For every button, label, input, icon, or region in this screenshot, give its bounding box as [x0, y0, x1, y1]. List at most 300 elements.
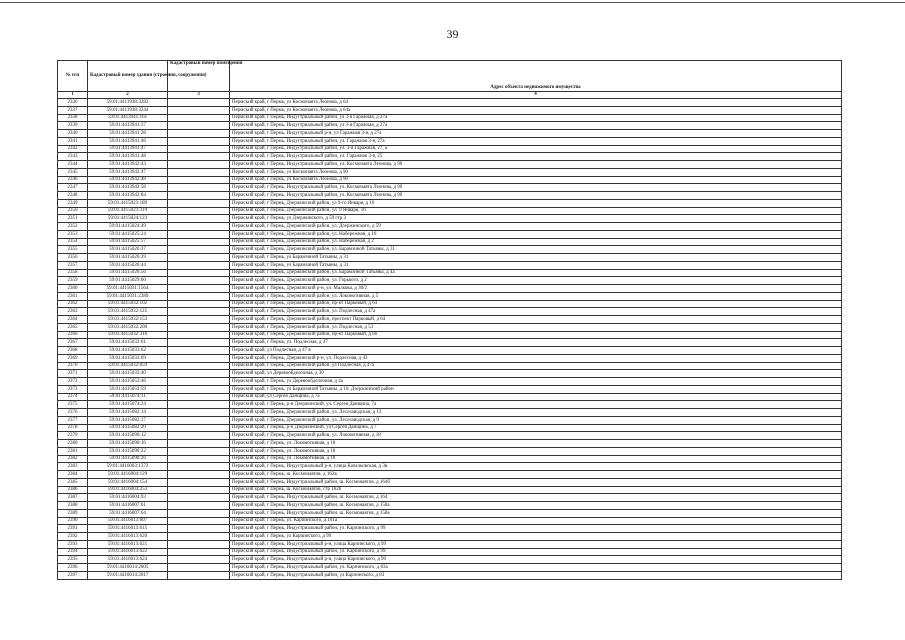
- address: Пермский край, г Пермь, Дзержинский район, ул. Набережная, д 10: [230, 230, 842, 238]
- address: Пермский край, г Пермь, Дзержинский район, пр-кт Парковый, д 66: [230, 331, 842, 339]
- col-number-1: 1: [58, 92, 88, 99]
- premises-number: [168, 308, 230, 316]
- table-row: [58, 517, 842, 525]
- cadastral-number: 59:01:4416014:2005: [88, 564, 168, 572]
- header-row: [58, 61, 842, 92]
- row-number: 2338: [58, 114, 88, 122]
- cadastral-number: 59:01:4415033:62: [88, 347, 168, 355]
- page-number: 39: [446, 27, 459, 41]
- cadastral-number: 59:01:4415090:16: [88, 440, 168, 448]
- table-row: [58, 540, 842, 548]
- premises-number: [168, 130, 230, 138]
- table-row: [58, 401, 842, 409]
- table-row: [58, 176, 842, 184]
- row-number: 2378: [58, 424, 88, 432]
- premises-number: [168, 463, 230, 471]
- row-number: 2347: [58, 184, 88, 192]
- premises-number: [168, 370, 230, 378]
- premises-number: [168, 556, 230, 564]
- table-row: [58, 525, 842, 533]
- table-row: [58, 502, 842, 510]
- address: Пермский край, г Пермь, Индустриальный р-н, улица Карпинского, д 99: [230, 556, 842, 564]
- row-number: 2395: [58, 556, 88, 564]
- cadastral-number: 59:01:4415024:49: [88, 223, 168, 231]
- row-number: 2390: [58, 517, 88, 525]
- row-number: 2344: [58, 161, 88, 169]
- row-number: 2360: [58, 285, 88, 293]
- address: Пермский край, г Пермь, Индустриальный район, ул. Карпинского, д 99: [230, 548, 842, 556]
- register-body: [58, 99, 842, 580]
- row-number: 2348: [58, 192, 88, 200]
- cadastral-number: 59:01:4415031:1564: [88, 285, 168, 293]
- cadastral-number: 59:01:4413942:84: [88, 192, 168, 200]
- row-number: 2352: [58, 223, 88, 231]
- cadastral-number: 59:01:4415023:319: [88, 207, 168, 215]
- cadastral-number: 59:01:4413941:47: [88, 145, 168, 153]
- address: Пермский край, г Пермь, Индустриальный район, ш. Космонавтов, д 158а: [230, 502, 842, 510]
- row-number: 2345: [58, 168, 88, 176]
- row-number: 2384: [58, 471, 88, 479]
- cadastral-number: 59:01:4415053:59: [88, 385, 168, 393]
- premises-number: [168, 416, 230, 424]
- cadastral-number: 59:01:4415082:14: [88, 409, 168, 417]
- cadastral-number: 59:01:4413942:58: [88, 184, 168, 192]
- table-row: [58, 269, 842, 277]
- premises-number: [168, 564, 230, 572]
- premises-number: [168, 207, 230, 215]
- address: Пермский край, г Пермь, ул Космонавта Леонова, д 90: [230, 176, 842, 184]
- table-row: [58, 471, 842, 479]
- premises-number: [168, 161, 230, 169]
- premises-number: [168, 184, 230, 192]
- row-number: 2386: [58, 486, 88, 494]
- table-row: [58, 106, 842, 114]
- premises-number: [168, 99, 230, 107]
- table-row: [58, 432, 842, 440]
- premises-number: [168, 447, 230, 455]
- cadastral-number: 59:01:4413942:47: [88, 168, 168, 176]
- table-row: [58, 230, 842, 238]
- address: Пермский край, г Пермь, Дзержинский район, ул. Локомотивная, д 5: [230, 292, 842, 300]
- premises-number: [168, 385, 230, 393]
- table-row: [58, 130, 842, 138]
- address: Пермский край, г Пермь, ул. Карпинского, д 101а: [230, 517, 842, 525]
- address: Пермский край, г Пермь, ул. Локомотивная, д 18: [230, 440, 842, 448]
- col-number-3: 3: [168, 92, 230, 99]
- premises-number: [168, 199, 230, 207]
- header-cadastral: Кадастровый номер здания (строения, сооружения): [88, 61, 168, 92]
- table-row: [58, 416, 842, 424]
- address: Пермский край, г Пермь, Индустриальный район, ул. Гаражная 3-я, 27а: [230, 137, 842, 145]
- row-number: 2389: [58, 509, 88, 517]
- cadastral-number: 59:01:4415026:39: [88, 254, 168, 262]
- premises-number: [168, 525, 230, 533]
- cadastral-number: 59:01:4415082:17: [88, 416, 168, 424]
- address: Пермский край, г Пермь, Дзержинский р-н, ул. Малкова, д 30/2: [230, 285, 842, 293]
- cadastral-number: 59:01:4415090:26: [88, 455, 168, 463]
- table-row: [58, 424, 842, 432]
- premises-number: [168, 401, 230, 409]
- address: Пермский край, г Пермь, ул Дзержинского, д 59 стр 2: [230, 215, 842, 223]
- table-row: [58, 447, 842, 455]
- cadastral-number: 59:01:4415026:37: [88, 246, 168, 254]
- cadastral-number: 59:01:4413938:3282: [88, 99, 168, 107]
- row-number: 2357: [58, 261, 88, 269]
- premises-number: [168, 432, 230, 440]
- premises-number: [168, 533, 230, 541]
- premises-number: [168, 300, 230, 308]
- cadastral-number: 59:01:4415074:11: [88, 393, 168, 401]
- table-row: [58, 254, 842, 262]
- address: Пермский край, г Пермь, Дзержинский район, ул. Барамзиной Татьяны, д 31: [230, 246, 842, 254]
- table-row: [58, 223, 842, 231]
- premises-number: [168, 323, 230, 331]
- row-number: 2385: [58, 478, 88, 486]
- cadastral-number: 59:01:4415032:316: [88, 331, 168, 339]
- premises-number: [168, 339, 230, 347]
- address: Пермский край, г Пермь, Дзержинский район, ул. Лесозаводская, д 13: [230, 409, 842, 417]
- cadastral-number: 59:01:4416004:253: [88, 486, 168, 494]
- address: Пермский край, г Пермь, р-н Дзержинский, ул. Сергея Данщина, 7а: [230, 401, 842, 409]
- address: Пермский край, г Пермь, Индустриальный район, ш. Космонавтов, д 164: [230, 494, 842, 502]
- row-number: 2387: [58, 494, 88, 502]
- row-number: 2349: [58, 199, 88, 207]
- address: Пермский край, г Пермь, р-н Дзержинский, ул Сергея Данщина, д 7: [230, 424, 842, 432]
- premises-number: [168, 378, 230, 386]
- address: Пермский край, г Пермь, Индустриальный район, ул. 3-я Гаражная, 27, а: [230, 145, 842, 153]
- table-row: [58, 114, 842, 122]
- address: Пермский край, г Пермь, ул Деревообделочная, д 4а: [230, 378, 842, 386]
- row-number: 2343: [58, 153, 88, 161]
- premises-number: [168, 277, 230, 285]
- cadastral-number: 59:01:4416014:2017: [88, 571, 168, 579]
- table-row: [58, 455, 842, 463]
- table-row: [58, 556, 842, 564]
- table-row: [58, 548, 842, 556]
- cadastral-number: 59:01:4415032:859: [88, 362, 168, 370]
- address: Пермский край, г Пермь, ул Барамзиной Татьяны, д 31: [230, 254, 842, 262]
- top-rule: [0, 2, 905, 3]
- header-address: Адрес объекта недвижимого имущества: [230, 61, 842, 92]
- table-row: [58, 486, 842, 494]
- row-number: 2358: [58, 269, 88, 277]
- table-row: [58, 285, 842, 293]
- cadastral-number: 59:01:4416013:620: [88, 533, 168, 541]
- table-row: [58, 323, 842, 331]
- address: Пермский край, г Пермь, ул. Локомотивная, д 18: [230, 447, 842, 455]
- cadastral-number: 59:01:4416013:615: [88, 525, 168, 533]
- table-row: [58, 354, 842, 362]
- premises-number: [168, 292, 230, 300]
- cadastral-number: 59:01:4415032:206: [88, 323, 168, 331]
- address: Пермский край, г Пермь, ул Барамзиной Татьяны, д 10, Дзержинский район: [230, 385, 842, 393]
- table-row: [58, 137, 842, 145]
- row-number: 2381: [58, 447, 88, 455]
- table-row: [58, 215, 842, 223]
- address: Пермский край, г Пермь, Индустриальный район, ул 3-я Гаражная, д 27а: [230, 122, 842, 130]
- cadastral-number: 59:01:4415090:12: [88, 432, 168, 440]
- row-number: 2362: [58, 300, 88, 308]
- row-number: 2380: [58, 440, 88, 448]
- row-number: 2369: [58, 354, 88, 362]
- table-row: [58, 440, 842, 448]
- row-number: 2375: [58, 401, 88, 409]
- premises-number: [168, 440, 230, 448]
- row-number: 2388: [58, 502, 88, 510]
- address: Пермский край, г Пермь, Дзержинский район, ул. Дзержинского, д 59: [230, 223, 842, 231]
- header-num: № п/п: [58, 61, 88, 92]
- address: Пермский край, г Пермь, ш. Космонавтов, стр 162б: [230, 486, 842, 494]
- row-number: 2396: [58, 564, 88, 572]
- premises-number: [168, 122, 230, 130]
- cadastral-number: 59:01:4415026:56: [88, 269, 168, 277]
- cadastral-number: 59:01:4415082:20: [88, 424, 168, 432]
- table-row: [58, 347, 842, 355]
- address: Пермский край, г Пермь, Индустриальный район, ул. Гаражная 3-я, 25: [230, 153, 842, 161]
- address: Пермский край, г Пермь, Дзержинский район, ул. Набережная, д 2: [230, 238, 842, 246]
- cadastral-number: 59:01:4416013:622: [88, 548, 168, 556]
- address: Пермский край, г Пермь, Дзержинский район, ул Подлесная, д 47а: [230, 362, 842, 370]
- table-row: [58, 533, 842, 541]
- premises-number: [168, 153, 230, 161]
- row-number: 2376: [58, 409, 88, 417]
- premises-number: [168, 261, 230, 269]
- row-number: 2354: [58, 238, 88, 246]
- address: Пермский край, г Пермь, ул. Подлесная, д 47: [230, 339, 842, 347]
- col-number-2: 2: [88, 92, 168, 99]
- cadastral-number: 59:01:4416013:607: [88, 517, 168, 525]
- address: Пермский край, г Пермь, Дзержинский район, ул. 9 Января, 16: [230, 207, 842, 215]
- row-number: 2382: [58, 455, 88, 463]
- address: Пермский край, г Пермь, Индустриальный район, ш. Космонавтов, д 158а: [230, 509, 842, 517]
- cadastral-number: 59:01:4416007:61: [88, 502, 168, 510]
- cadastral-number: 59:01:4415032:153: [88, 316, 168, 324]
- table-row: [58, 161, 842, 169]
- address: Пермский край, ул Подлесная, д 47 в: [230, 347, 842, 355]
- row-number: 2377: [58, 416, 88, 424]
- cadastral-number: 59:01:4415032:69: [88, 354, 168, 362]
- premises-number: [168, 238, 230, 246]
- row-number: 2383: [58, 463, 88, 471]
- row-number: 2370: [58, 362, 88, 370]
- premises-number: [168, 540, 230, 548]
- row-number: 2392: [58, 533, 88, 541]
- cadastral-number: 59:01:4415033:40: [88, 370, 168, 378]
- cadastral-number: 59:01:4415025:57: [88, 238, 168, 246]
- row-number: 2337: [58, 106, 88, 114]
- premises-number: [168, 494, 230, 502]
- premises-number: [168, 347, 230, 355]
- address: Пермский край, г Пермь, Дзержинский р-н, ул. Подлесная, д 43: [230, 354, 842, 362]
- table-row: [58, 378, 842, 386]
- column-number-row: [58, 92, 842, 99]
- row-number: 2391: [58, 525, 88, 533]
- cadastral-number: 59:01:4415032:61: [88, 339, 168, 347]
- cadastral-number: 59:01:4413941:46: [88, 137, 168, 145]
- cadastral-number: 59:01:4415024:123: [88, 215, 168, 223]
- table-row: [58, 463, 842, 471]
- address: Пермский край, ул Сергея Данщина, д 7а: [230, 393, 842, 401]
- premises-number: [168, 168, 230, 176]
- table-row: [58, 362, 842, 370]
- premises-number: [168, 571, 230, 579]
- cadastral-number: 59:01:4415031:2389: [88, 292, 168, 300]
- premises-number: [168, 145, 230, 153]
- premises-number: [168, 486, 230, 494]
- address: Пермский край, г Пермь, Дзержинский район, ул 9-го Января, д 16: [230, 199, 842, 207]
- address: Пермский край, г Пермь, ш. Космонавтов, д 162в: [230, 471, 842, 479]
- cadastral-number: 59:01:4415053:46: [88, 378, 168, 386]
- address: Пермский край, г Пермь, ул Космонавта Леонова, д 90: [230, 168, 842, 176]
- address: Пермский край, г Пермь, Индустриальный район, ул. Космонавта Леонова, д 90: [230, 192, 842, 200]
- table-row: [58, 300, 842, 308]
- premises-number: [168, 362, 230, 370]
- cadastral-number: 59:01:4413942:43: [88, 161, 168, 169]
- address: Пермский край, г Пермь, Дзержинский район, ул. Горького, д 2: [230, 277, 842, 285]
- table-row: [58, 331, 842, 339]
- cadastral-number: 59:01:4416003:1372: [88, 463, 168, 471]
- address: Пермский край, г Пермь, Индустриальный р-н, улица Качалковская, д 3в: [230, 463, 842, 471]
- table-row: [58, 571, 842, 579]
- cadastral-number: 59:01:4413941:28: [88, 130, 168, 138]
- premises-number: [168, 316, 230, 324]
- row-number: 2368: [58, 347, 88, 355]
- premises-number: [168, 502, 230, 510]
- address: Пермский край, г Пермь, ул Космонавта Леонова, д 64: [230, 99, 842, 107]
- table-row: [58, 207, 842, 215]
- table-row: [58, 122, 842, 130]
- premises-number: [168, 455, 230, 463]
- premises-number: [168, 254, 230, 262]
- premises-number: [168, 223, 230, 231]
- row-number: 2353: [58, 230, 88, 238]
- row-number: 2394: [58, 548, 88, 556]
- row-number: 2351: [58, 215, 88, 223]
- cadastral-number: 59:01:4413941:161: [88, 114, 168, 122]
- cadastral-number: 59:01:4415032:102: [88, 300, 168, 308]
- address: Пермский край, г Пермь, Дзержинский район, ул. Подлесная, д 47а: [230, 308, 842, 316]
- premises-number: [168, 517, 230, 525]
- row-number: 2374: [58, 393, 88, 401]
- premises-number: [168, 471, 230, 479]
- cadastral-number: 59:01:4415025:24: [88, 230, 168, 238]
- cadastral-number: 59:01:4415026:44: [88, 261, 168, 269]
- row-number: 2364: [58, 316, 88, 324]
- address: Пермский край, г Пермь, Индустриальный р-н, ул Гаражная 3-я, д 27а: [230, 130, 842, 138]
- table-row: [58, 199, 842, 207]
- address: Пермский край, г Пермь, Дзержинский район, ул. Локомотивная, д 18: [230, 432, 842, 440]
- table-row: [58, 316, 842, 324]
- premises-number: [168, 509, 230, 517]
- premises-number: [168, 285, 230, 293]
- address: Пермский край, г Пермь, ул. Локомотивная, д 18: [230, 455, 842, 463]
- row-number: 2341: [58, 137, 88, 145]
- premises-number: [168, 176, 230, 184]
- row-number: 2366: [58, 331, 88, 339]
- table-row: [58, 509, 842, 517]
- premises-number: [168, 215, 230, 223]
- table-row: [58, 192, 842, 200]
- table-row: [58, 145, 842, 153]
- cadastral-number: 59:01:4416004:93: [88, 494, 168, 502]
- table-row: [58, 308, 842, 316]
- row-number: 2336: [58, 99, 88, 107]
- address: Пермский край, г Пермь, ул Барамзиной Татьяны, д 31: [230, 261, 842, 269]
- table-row: [58, 168, 842, 176]
- row-number: 2397: [58, 571, 88, 579]
- row-number: 2367: [58, 339, 88, 347]
- address: Пермский край, г Пермь, ул Космонавта Леонова, д 64а: [230, 106, 842, 114]
- row-number: 2371: [58, 370, 88, 378]
- premises-number: [168, 409, 230, 417]
- premises-number: [168, 331, 230, 339]
- address: Пермский край, г Пермь, Индустриальный район, ул. Космонавта Леонова, д 90: [230, 161, 842, 169]
- premises-number: [168, 478, 230, 486]
- premises-number: [168, 354, 230, 362]
- cadastral-number: 59:01:4416013:624: [88, 556, 168, 564]
- table-row: [58, 153, 842, 161]
- cadastral-number: 59:01:4413941:37: [88, 122, 168, 130]
- row-number: 2365: [58, 323, 88, 331]
- premises-number: [168, 137, 230, 145]
- address: Пермский край, г Пермь, Индустриальный район, ул. Карпинского, д 83а: [230, 564, 842, 572]
- premises-number: [168, 548, 230, 556]
- cadastral-number: 59:01:4416013:621: [88, 540, 168, 548]
- table-row: [58, 370, 842, 378]
- address: Пермский край, г Пермь, Дзержинский район, пр-кт Парковый, д 64: [230, 300, 842, 308]
- row-number: 2379: [58, 432, 88, 440]
- table-row: [58, 494, 842, 502]
- table-row: [58, 277, 842, 285]
- row-number: 2340: [58, 130, 88, 138]
- row-number: 2363: [58, 308, 88, 316]
- cadastral-number: 59:01:4413942:48: [88, 176, 168, 184]
- table-row: [58, 238, 842, 246]
- address: Пермский край, ул Деревообделочная, д 30: [230, 370, 842, 378]
- address: Пермский край, г Пермь, Дзержинский район, ул. Барамзиной Татьяны, д 4а: [230, 269, 842, 277]
- premises-number: [168, 393, 230, 401]
- address: Пермский край, г Пермь, Индустриальный район, ул Карпинского, д 83: [230, 571, 842, 579]
- premises-number: [168, 114, 230, 122]
- cadastral-number: 59:01:4413938:3244: [88, 106, 168, 114]
- address: Пермский край, г Пермь, Индустриальный р-н, улица Карпинского, д 99: [230, 540, 842, 548]
- premises-number: [168, 424, 230, 432]
- address: Пермский край, г Пермь, Индустриальный район, ул 3-я Гаражная, д 27а: [230, 114, 842, 122]
- row-number: 2339: [58, 122, 88, 130]
- cadastral-number: 59:01:4416004:154: [88, 478, 168, 486]
- address: Пермский край, г Пермь, Индустриальный район, ул. Космонавта Леонова, д 90: [230, 184, 842, 192]
- table-row: [58, 393, 842, 401]
- table-row: [58, 261, 842, 269]
- row-number: 2342: [58, 145, 88, 153]
- table-row: [58, 478, 842, 486]
- cadastral-number: 59:01:4413941:48: [88, 153, 168, 161]
- table-row: [58, 184, 842, 192]
- row-number: 2359: [58, 277, 88, 285]
- premises-number: [168, 269, 230, 277]
- table-row: [58, 246, 842, 254]
- header-premises: Кадастровый номер помещения: [168, 61, 230, 92]
- row-number: 2372: [58, 378, 88, 386]
- address: Пермский край, г Пермь, Дзержинский район, ул. Подлесная, д 53: [230, 323, 842, 331]
- premises-number: [168, 106, 230, 114]
- premises-number: [168, 230, 230, 238]
- premises-number: [168, 192, 230, 200]
- address: Пермский край, г Пермь, Индустриальный район, ш. Космонавтов, д 164б: [230, 478, 842, 486]
- row-number: 2361: [58, 292, 88, 300]
- row-number: 2355: [58, 246, 88, 254]
- col-number-4: 4: [230, 92, 842, 99]
